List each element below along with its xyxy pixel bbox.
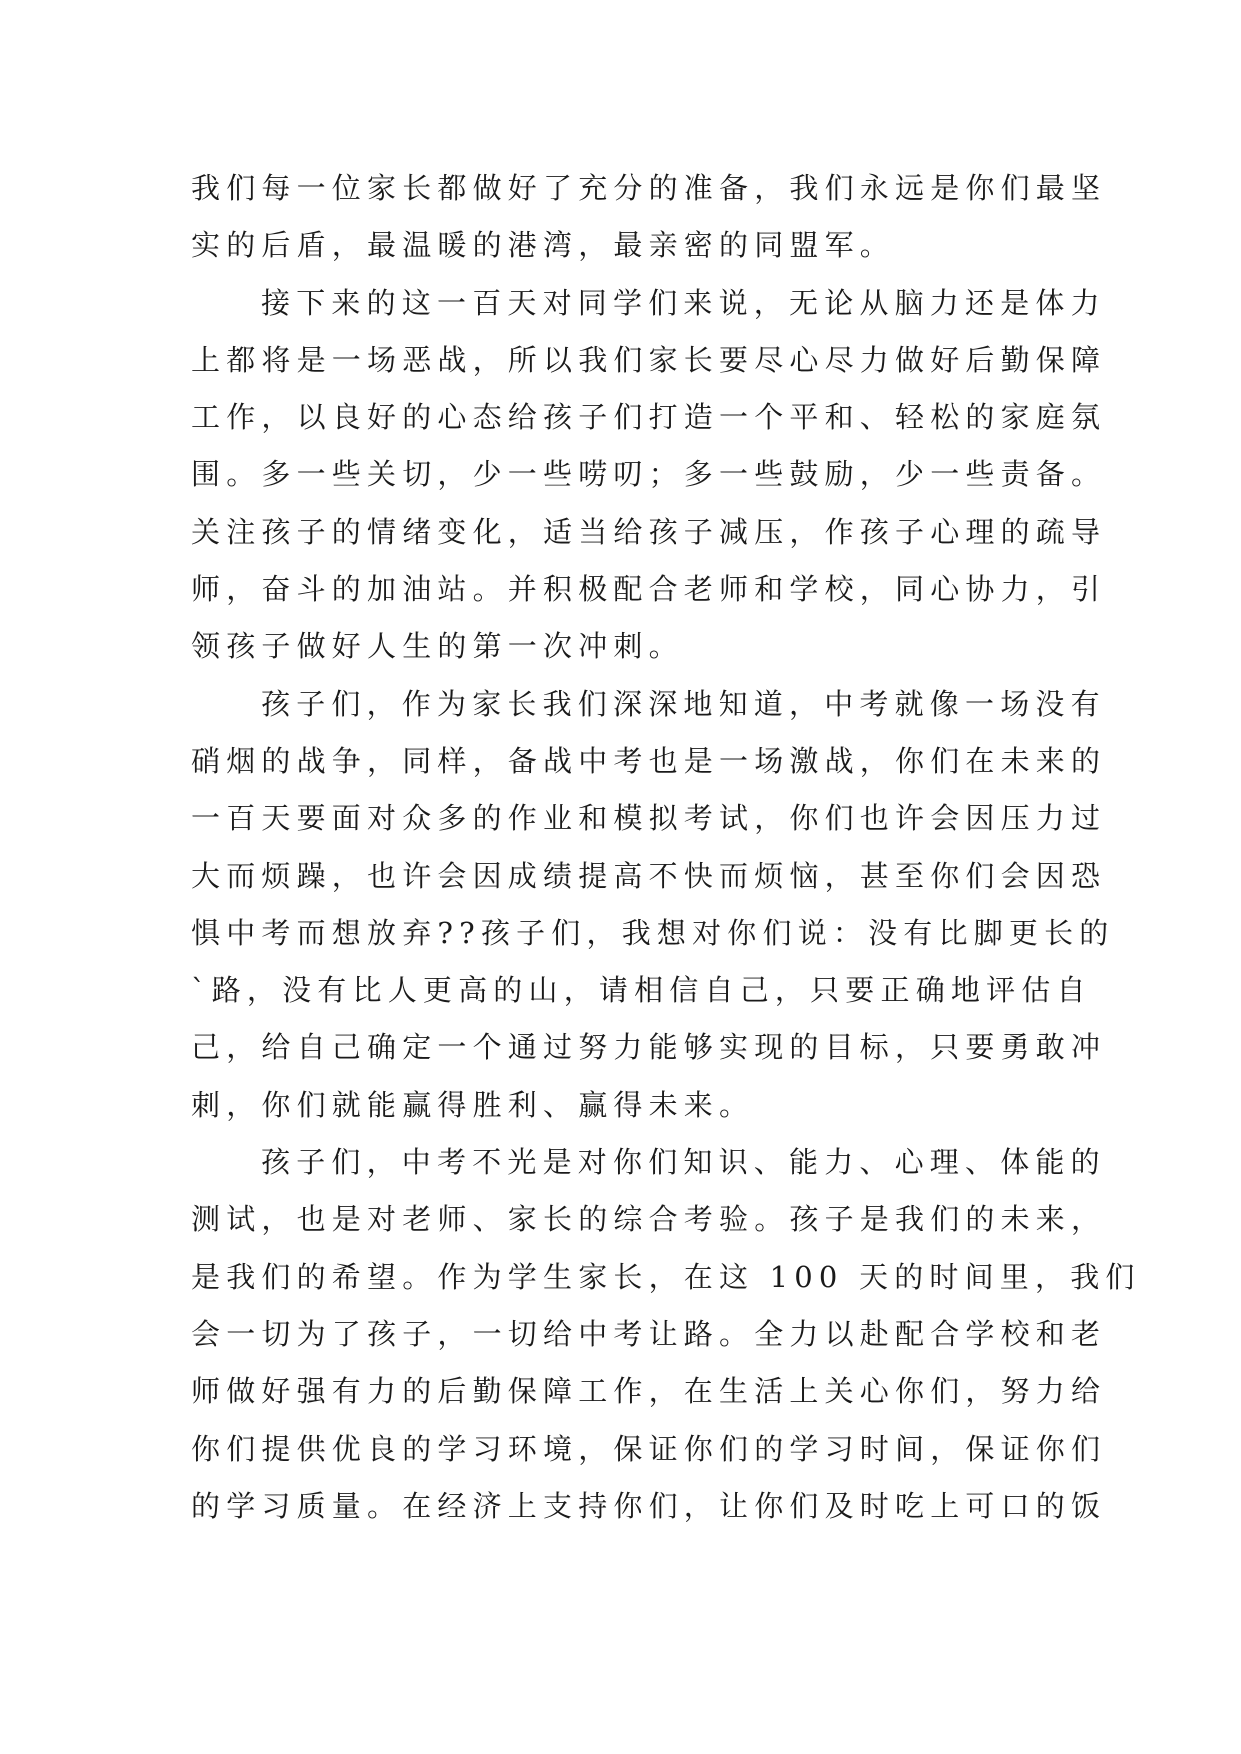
- text-line: 会一切为了孩子，一切给中考让路。全力以赴配合学校和老: [191, 1316, 1107, 1351]
- text-line: 一百天要面对众多的作业和模拟考试，你们也许会因压力过: [191, 801, 1107, 836]
- text-line: 实的后盾，最温暖的港湾，最亲密的同盟军。: [191, 228, 896, 263]
- text-line: 的学习质量。在经济上支持你们，让你们及时吃上可口的饭: [191, 1488, 1107, 1523]
- text-line: 惧中考而想放弃??孩子们，我想对你们说：没有比脚更长的: [191, 915, 1115, 950]
- text-line: 关注孩子的情绪变化，适当给孩子减压，作孩子心理的疏导: [191, 514, 1107, 549]
- text-line: 工作，以良好的心态给孩子们打造一个平和、轻松的家庭氛: [191, 400, 1107, 435]
- text-line: 刺，你们就能赢得胜利、赢得未来。: [191, 1087, 755, 1122]
- text-line: 师，奋斗的加油站。并积极配合老师和学校，同心协力，引: [191, 572, 1107, 607]
- text-line: 是我们的希望。作为学生家长，在这 100 天的时间里，我们: [191, 1259, 1141, 1294]
- body-text: [191, 160, 1141, 1535]
- text-line: 领孩子做好人生的第一次冲刺。: [191, 629, 684, 664]
- text-line: `路，没有比人更高的山，请相信自己，只要正确地评估自: [191, 973, 1092, 1008]
- text-line: 硝烟的战争，同样，备战中考也是一场激战，你们在未来的: [191, 743, 1107, 778]
- paragraph-first-line: 孩子们，中考不光是对你们知识、能力、心理、体能的: [261, 1145, 1106, 1180]
- text-line: 上都将是一场恶战，所以我们家长要尽心尽力做好后勤保障: [191, 342, 1107, 377]
- text-line: 我们每一位家长都做好了充分的准备，我们永远是你们最坚: [191, 171, 1107, 205]
- text-line: 师做好强有力的后勤保障工作，在生活上关心你们，努力给: [191, 1374, 1107, 1409]
- paragraph-first-line: 接下来的这一百天对同学们来说，无论从脑力还是体力: [261, 285, 1106, 320]
- text-line: 大而烦躁，也许会因成绩提高不快而烦恼，甚至你们会因恐: [191, 858, 1107, 893]
- text-line: 你们提供优良的学习环境，保证你们的学习时间，保证你们: [191, 1431, 1107, 1466]
- text-line: 围。多一些关切，少一些唠叨；多一些鼓励，少一些责备。: [191, 457, 1107, 492]
- paragraph-first-line: 孩子们，作为家长我们深深地知道，中考就像一场没有: [261, 686, 1106, 721]
- text-line: 测试，也是对老师、家长的综合考验。孩子是我们的未来，: [191, 1202, 1107, 1237]
- text-line: 己，给自己确定一个通过努力能够实现的目标，只要勇敢冲: [191, 1030, 1107, 1065]
